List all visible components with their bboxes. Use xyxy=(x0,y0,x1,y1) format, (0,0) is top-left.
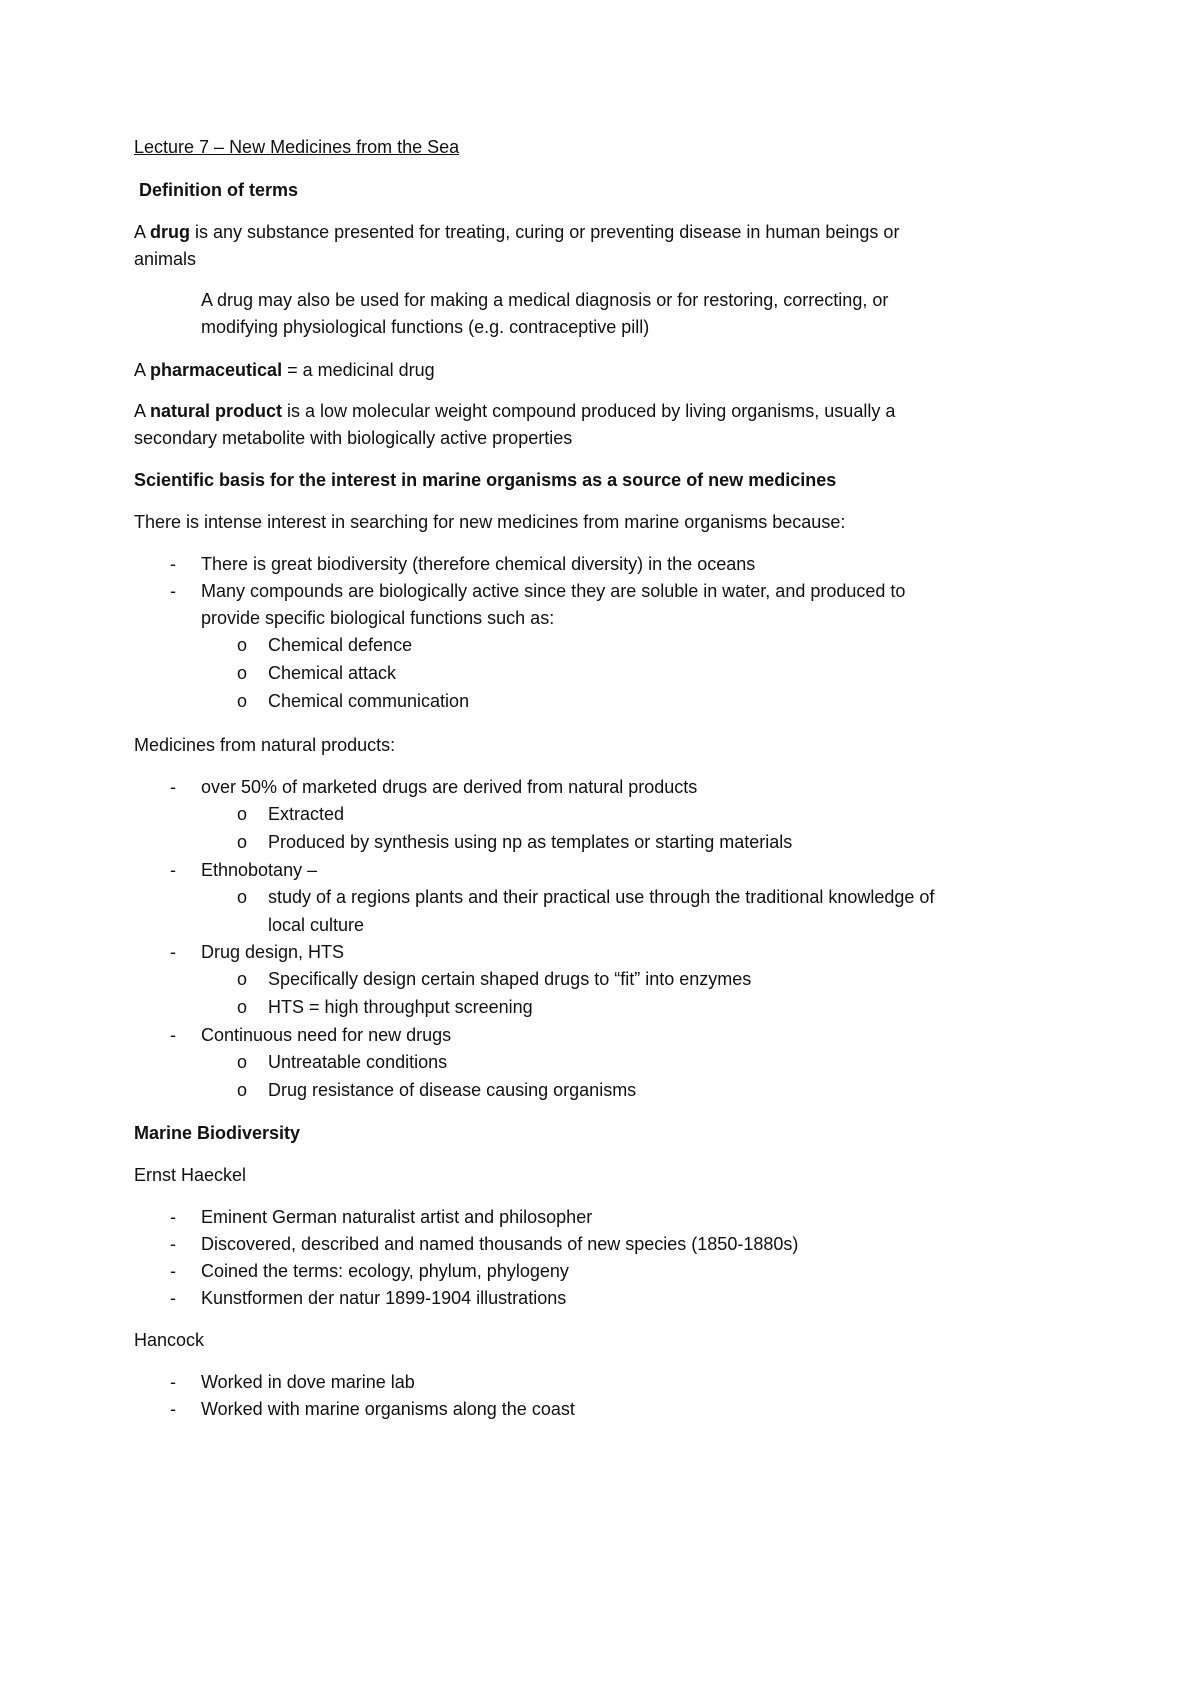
sub-drug-resistance: Drug resistance of disease causing organisms xyxy=(268,1080,637,1100)
bullet-drug-design: Drug design, HTS xyxy=(201,942,345,962)
lecture-title: Lecture 7 – New Medicines from the Sea xyxy=(134,137,460,157)
bullet-haeckel-3: Coined the terms: ecology, phylum, phylogeny xyxy=(201,1261,569,1281)
term-natural-product: natural product xyxy=(150,401,283,421)
dash-marker: - xyxy=(170,1261,176,1281)
section-heading-marine-biodiversity: Marine Biodiversity xyxy=(134,1123,301,1143)
bullet-hancock-2: Worked with marine organisms along the coast xyxy=(201,1399,575,1419)
definition-drug-cont: animals xyxy=(134,249,197,269)
subheading-ernst-haeckel: Ernst Haeckel xyxy=(134,1165,247,1185)
dash-marker: - xyxy=(170,860,176,880)
sub-marker: o xyxy=(237,1052,248,1072)
subheading-hancock: Hancock xyxy=(134,1330,205,1350)
definition-drug: A drug is any substance presented for treating, curing or preventing disease in human beings or xyxy=(134,222,900,242)
sub-design-shaped: Specifically design certain shaped drugs to “fit” into enzymes xyxy=(268,969,752,989)
sub-ethnobotany-study-cont: local culture xyxy=(268,915,365,935)
sub-chemical-defence: Chemical defence xyxy=(268,635,413,655)
bullet-ethnobotany: Ethnobotany – xyxy=(201,860,318,880)
bullet-haeckel-4: Kunstformen der natur 1899-1904 illustrations xyxy=(201,1288,567,1308)
medicines-intro: Medicines from natural products: xyxy=(134,735,396,755)
sub-marker: o xyxy=(237,1080,248,1100)
bullet-haeckel-1: Eminent German naturalist artist and philosopher xyxy=(201,1207,593,1227)
term-pharmaceutical: pharmaceutical xyxy=(150,360,283,380)
drug-note-line-2: modifying physiological functions (e.g. contraceptive pill) xyxy=(201,317,650,337)
bullet-marketed-drugs: over 50% of marketed drugs are derived from natural products xyxy=(201,777,698,797)
term-drug: drug xyxy=(150,222,191,242)
bullet-compounds: Many compounds are biologically active since they are soluble in water, and produced to xyxy=(201,581,906,601)
dash-marker: - xyxy=(170,1399,176,1419)
dash-marker: - xyxy=(170,777,176,797)
sub-marker: o xyxy=(237,804,248,824)
bullet-biodiversity: There is great biodiversity (therefore chemical diversity) in the oceans xyxy=(201,554,756,574)
section-heading-scientific-basis: Scientific basis for the interest in marine organisms as a source of new medicines xyxy=(134,470,837,490)
definition-pharmaceutical: A pharmaceutical = a medicinal drug xyxy=(134,360,435,380)
bullet-continuous-need: Continuous need for new drugs xyxy=(201,1025,452,1045)
sub-synthesis: Produced by synthesis using np as templates or starting materials xyxy=(268,832,793,852)
definition-natural-product: A natural product is a low molecular weight compound produced by living organisms, usually a xyxy=(134,401,896,421)
dash-marker: - xyxy=(170,554,176,574)
dash-marker: - xyxy=(170,1288,176,1308)
bullet-hancock-1: Worked in dove marine lab xyxy=(201,1372,415,1392)
section-heading-definitions: Definition of terms xyxy=(139,180,299,200)
bullet-haeckel-2: Discovered, described and named thousands of new species (1850-1880s) xyxy=(201,1234,799,1254)
dash-marker: - xyxy=(170,581,176,601)
sub-untreatable: Untreatable conditions xyxy=(268,1052,448,1072)
sub-marker: o xyxy=(237,663,248,683)
sub-ethnobotany-study: study of a regions plants and their practical use through the traditional knowledge of xyxy=(268,887,935,907)
drug-note-line-1: A drug may also be used for making a medical diagnosis or for restoring, correcting, or xyxy=(201,290,889,310)
bullet-compounds-cont: provide specific biological functions such as: xyxy=(201,608,555,628)
sub-marker: o xyxy=(237,969,248,989)
definition-natural-product-cont: secondary metabolite with biologically active properties xyxy=(134,428,573,448)
dash-marker: - xyxy=(170,1234,176,1254)
sub-chemical-attack: Chemical attack xyxy=(268,663,397,683)
sub-marker: o xyxy=(237,887,248,907)
sub-marker: o xyxy=(237,691,248,711)
sub-chemical-communication: Chemical communication xyxy=(268,691,470,711)
sub-marker: o xyxy=(237,997,248,1017)
sub-marker: o xyxy=(237,635,248,655)
dash-marker: - xyxy=(170,1207,176,1227)
dash-marker: - xyxy=(170,1372,176,1392)
sub-hts: HTS = high throughput screening xyxy=(268,997,533,1017)
sub-marker: o xyxy=(237,832,248,852)
dash-marker: - xyxy=(170,942,176,962)
scientific-intro: There is intense interest in searching for new medicines from marine organisms because: xyxy=(134,512,846,532)
sub-extracted: Extracted xyxy=(268,804,345,824)
dash-marker: - xyxy=(170,1025,176,1045)
